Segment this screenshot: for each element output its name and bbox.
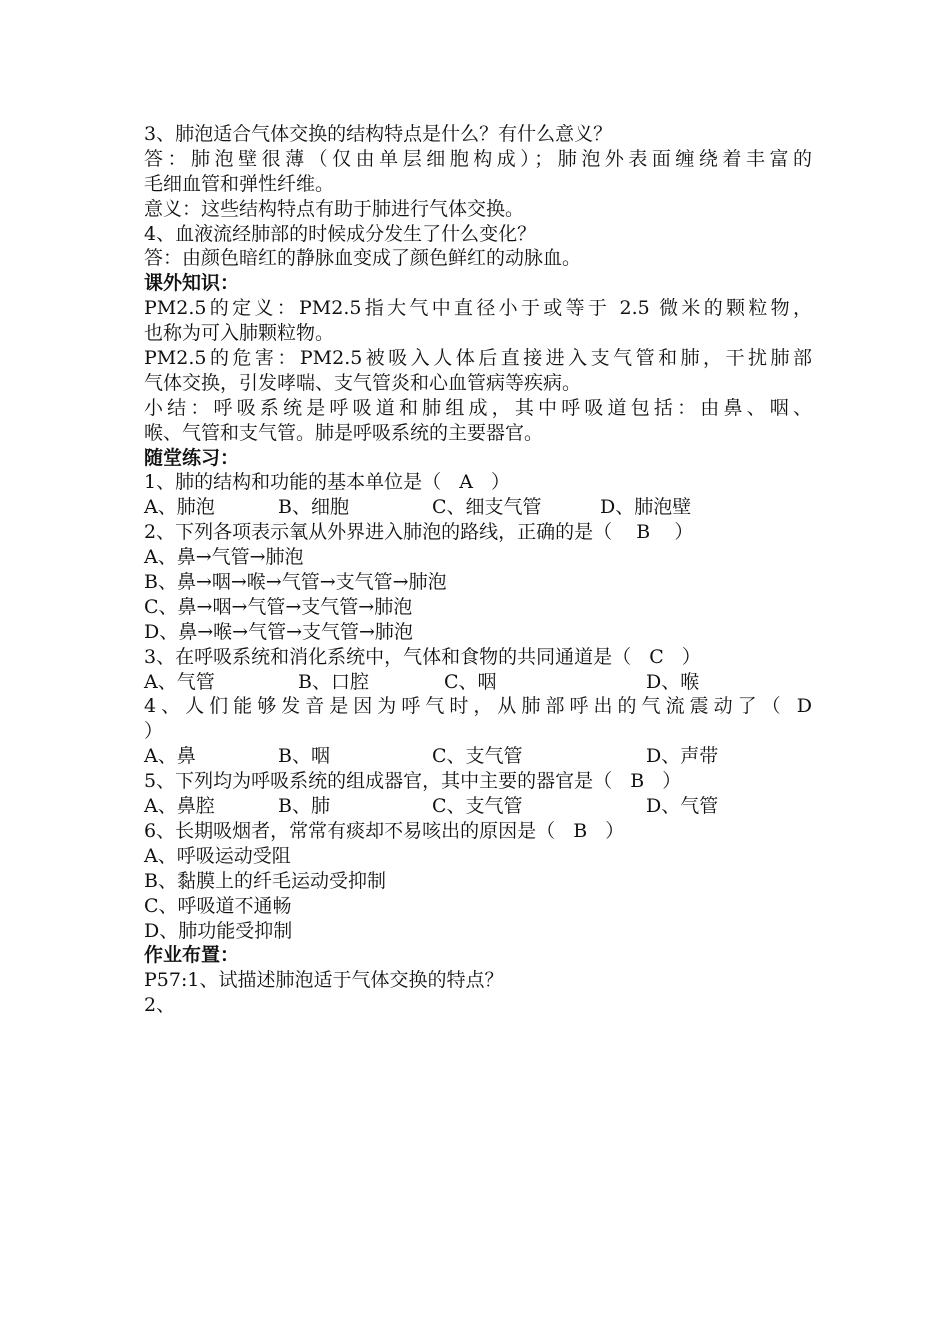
question-3: 3、肺泡适合气体交换的结构特点是什么？有什么意义？ bbox=[144, 123, 613, 145]
pm25-definition-line-1: PM2.5的定义：PM2.5指大气中直径小于或等于 2.5 微米的颗粒物， bbox=[144, 297, 812, 320]
answer-3-line-2: 毛细血管和弹性纤维。 bbox=[144, 172, 335, 195]
option-d: D、肺泡壁 bbox=[600, 496, 692, 519]
pm25-definition-line-2: 也称为可入肺颗粒物。 bbox=[144, 322, 335, 345]
practice-question-2-option-c: C、鼻→咽→气管→支气管→肺泡 bbox=[144, 595, 413, 618]
option-b: B、口腔 bbox=[298, 670, 369, 693]
meaning-text: 意义：这些结构特点有助于肺进行气体交换。 bbox=[144, 197, 525, 220]
option-a: A、肺泡 bbox=[144, 496, 215, 519]
option-c: C、咽 bbox=[444, 670, 497, 693]
option-d: D、气管 bbox=[646, 795, 719, 818]
practice-question-5: 5、下列均为呼吸系统的组成器官，其中主要的器官是（ B ） bbox=[144, 770, 682, 793]
pm25-harm-line-1: PM2.5的危害：PM2.5被吸入人体后直接进入支气管和肺，干扰肺部 bbox=[144, 347, 812, 370]
practice-question-2-option-b: B、鼻→咽→喉→气管→支气管→肺泡 bbox=[144, 571, 447, 594]
practice-question-4-line-2: ） bbox=[144, 720, 164, 743]
extra-knowledge-heading: 课外知识： bbox=[144, 272, 240, 295]
practice-question-6-option-d: D、肺功能受抑制 bbox=[144, 919, 293, 942]
homework-heading: 作业布置： bbox=[144, 944, 240, 967]
practice-question-6: 6、长期吸烟者，常常有痰却不易咳出的原因是（ B ） bbox=[144, 819, 625, 842]
practice-question-6-option-c: C、呼吸道不通畅 bbox=[144, 894, 292, 917]
option-b: B、肺 bbox=[278, 795, 330, 818]
option-c: C、细支气管 bbox=[432, 496, 542, 519]
practice-question-3: 3、在呼吸系统和消化系统中，气体和食物的共同通道是（ C ） bbox=[144, 645, 701, 668]
document-page bbox=[144, 122, 812, 1018]
practice-question-1: 1、肺的结构和功能的基本单位是（ A ） bbox=[144, 471, 511, 494]
answer-4: 答：由颜色暗红的静脉血变成了颜色鲜红的动脉血。 bbox=[144, 247, 582, 270]
practice-question-2-option-d: D、鼻→喉→气管→支气管→肺泡 bbox=[144, 620, 413, 643]
option-c: C、支气管 bbox=[432, 745, 523, 768]
practice-heading: 随堂练习： bbox=[144, 446, 240, 469]
practice-question-4-options bbox=[144, 744, 812, 769]
option-b: B、咽 bbox=[278, 745, 330, 768]
practice-question-3-options bbox=[144, 670, 812, 695]
homework-item-2: 2、 bbox=[144, 994, 176, 1017]
homework-item-1: P57:1、试描述肺泡适于气体交换的特点？ bbox=[144, 969, 504, 992]
option-a: A、气管 bbox=[144, 670, 215, 693]
option-a: A、鼻腔 bbox=[144, 795, 215, 818]
option-a: A、鼻 bbox=[144, 745, 196, 768]
practice-question-1-options bbox=[144, 495, 812, 520]
summary-line-2: 喉、气管和支气管。肺是呼吸系统的主要器官。 bbox=[144, 421, 544, 444]
practice-question-6-option-a: A、呼吸运动受阻 bbox=[144, 844, 291, 867]
practice-question-5-options bbox=[144, 794, 812, 819]
practice-question-4-line-1: 4、人们能够发音是因为呼气时，从肺部呼出的气流震动了（ D bbox=[144, 695, 812, 718]
practice-question-2-option-a: A、鼻→气管→肺泡 bbox=[144, 546, 304, 569]
practice-question-2: 2、下列各项表示氧从外界进入肺泡的路线，正确的是（ B ） bbox=[144, 521, 694, 544]
option-b: B、细胞 bbox=[278, 496, 349, 519]
option-c: C、支气管 bbox=[432, 795, 523, 818]
pm25-harm-line-2: 气体交换，引发哮喘、支气管炎和心血管病等疾病。 bbox=[144, 371, 582, 394]
answer-3-line-1: 答：肺泡壁很薄（仅由单层细胞构成）；肺泡外表面缠绕着丰富的 bbox=[144, 147, 812, 170]
practice-question-6-option-b: B、黏膜上的纤毛运动受抑制 bbox=[144, 869, 386, 892]
option-d: D、声带 bbox=[646, 745, 719, 768]
summary-line-1: 小结：呼吸系统是呼吸道和肺组成，其中呼吸道包括：由鼻、咽、 bbox=[144, 396, 812, 419]
option-d: D、喉 bbox=[646, 670, 700, 693]
question-4: 4、血液流经肺部的时候成分发生了什么变化？ bbox=[144, 222, 537, 245]
